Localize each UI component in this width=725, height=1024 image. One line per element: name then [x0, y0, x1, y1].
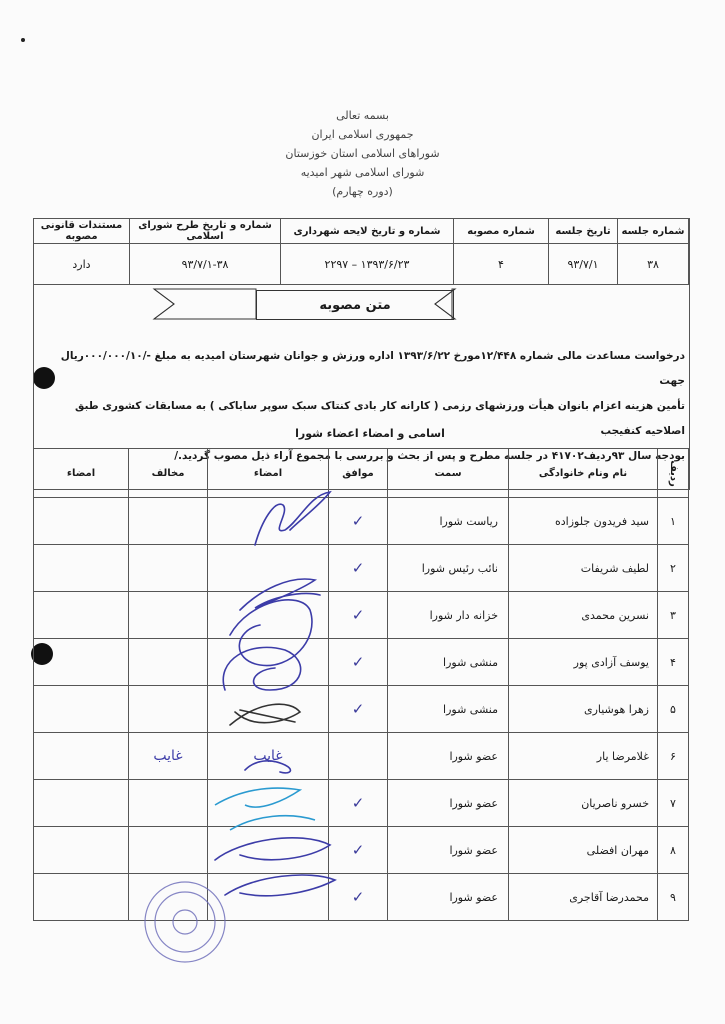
table-row [34, 686, 689, 733]
letter-header [200, 106, 525, 201]
agree-mark: ✓ [329, 545, 388, 592]
row-no: ۳ [658, 592, 689, 639]
resolution-title: متن مصوبه [256, 290, 454, 320]
member-name: مهران افضلی [509, 827, 658, 874]
member-role: عضو شورا [388, 874, 509, 921]
meta-header-session-date: تاریخ جلسه [549, 219, 618, 244]
margin-dot [21, 38, 25, 42]
signature-cell [208, 827, 329, 874]
col-header-agree: موافق [329, 449, 388, 498]
table-row [34, 545, 689, 592]
meta-session-date: ۹۳/۷/۱ [549, 244, 618, 285]
member-role: عضو شورا [388, 827, 509, 874]
against-cell [129, 686, 208, 733]
table-row [34, 780, 689, 827]
meta-header-bill: شماره و تاریخ لایحه شهرداری [281, 219, 454, 244]
absent-note-against: غایب [129, 733, 208, 780]
members-title: اسامی و امضاء اعضاء شورا [295, 427, 445, 440]
signature-cell-2 [34, 874, 129, 921]
against-cell [129, 874, 208, 921]
signature-cell-2 [34, 498, 129, 545]
resolution-line: درخواست مساعدت مالی شماره ۱۲/۴۴۸مورخ ۱۳۹۳/۶/۲۲ اداره ورزش و جوانان شهرستان امیدیه به مبلغ -/۰۰۰/۰۰۰/۱۰ریال جهت [60, 350, 685, 387]
against-cell [129, 592, 208, 639]
meta-header-session-no: شماره جلسه [618, 219, 689, 244]
meta-header-resolution-no: شماره مصوبه [454, 219, 549, 244]
col-header-role: سمت [388, 449, 509, 498]
row-no: ۶ [658, 733, 689, 780]
member-name: خسرو ناصریان [509, 780, 658, 827]
signature-cell-2 [34, 733, 129, 780]
signature-cell [208, 592, 329, 639]
signature-cell-2 [34, 827, 129, 874]
row-no: ۸ [658, 827, 689, 874]
signature-cell [208, 874, 329, 921]
meta-legal: دارد [34, 244, 130, 285]
meta-table [33, 218, 689, 285]
table-row [34, 498, 689, 545]
member-name: لطیف شریفات [509, 545, 658, 592]
resolution-line: تأمین هزینه اعزام بانوان هیأت ورزشهای رزمی ( کارانه کار بادی کنتاک سبک سوپر ساباکی ) به مسابقات کشوری طبق اصلاحیه کنفیجب [75, 400, 685, 437]
agree-mark [329, 733, 388, 780]
table-row [34, 592, 689, 639]
table-row [34, 827, 689, 874]
member-name: زهرا هوشیاری [509, 686, 658, 733]
signature-cell [208, 780, 329, 827]
header-city-council: شورای اسلامی شهر امیدیه [300, 166, 425, 179]
member-role: منشی شورا [388, 686, 509, 733]
header-term: (دوره چهارم) [332, 185, 393, 198]
member-name: نسرین محمدی [509, 592, 658, 639]
agree-mark: ✓ [329, 639, 388, 686]
meta-plan: ۹۳/۷/۱-۳۸ [130, 244, 281, 285]
col-header-name: نام ونام خانوادگی [509, 449, 658, 498]
signature-cell [208, 545, 329, 592]
against-cell [129, 827, 208, 874]
signature-cell [208, 639, 329, 686]
against-cell [129, 639, 208, 686]
signature-cell [208, 498, 329, 545]
meta-header-legal: مستندات قانونی مصوبه [34, 219, 130, 244]
member-name: یوسف آزادی پور [509, 639, 658, 686]
meta-resolution-no: ۴ [454, 244, 549, 285]
resolution-line: بودجه سال ۹۳ردیف۴۱۷۰۲ در جلسه مطرح و پس از بحث و بررسی با مجموع آراء ذیل مصوب گردید./ [174, 450, 685, 462]
against-cell [129, 545, 208, 592]
against-cell [129, 780, 208, 827]
member-role: عضو شورا [388, 733, 509, 780]
members-table [33, 448, 689, 921]
header-republic: جمهوری اسلامی ایران [311, 128, 414, 141]
agree-mark: ✓ [329, 780, 388, 827]
row-no: ۱ [658, 498, 689, 545]
signature-cell-2 [34, 780, 129, 827]
agree-mark: ✓ [329, 827, 388, 874]
member-name: سید فریدون جلوزاده [509, 498, 658, 545]
member-role: ریاست شورا [388, 498, 509, 545]
signature-cell-2 [34, 592, 129, 639]
signature-cell-2 [34, 545, 129, 592]
agree-mark: ✓ [329, 498, 388, 545]
against-cell [129, 498, 208, 545]
member-name: محمدرضا آقاجری [509, 874, 658, 921]
col-header-sign: امضاء [208, 449, 329, 498]
member-role: منشی شورا [388, 639, 509, 686]
header-bismillah: بسمه تعالی [336, 109, 389, 122]
table-row [34, 733, 689, 780]
signature-cell [208, 686, 329, 733]
member-role: خزانه دار شورا [388, 592, 509, 639]
agree-mark: ✓ [329, 686, 388, 733]
agree-mark: ✓ [329, 592, 388, 639]
header-province-councils: شوراهای اسلامی استان خوزستان [285, 147, 440, 160]
agree-mark: ✓ [329, 874, 388, 921]
row-no: ۴ [658, 639, 689, 686]
col-header-row-no [658, 449, 689, 498]
col-header-row-no-label: ردیف [667, 459, 679, 487]
meta-header-plan: شماره و تاریخ طرح شورای اسلامی [130, 219, 281, 244]
row-no: ۹ [658, 874, 689, 921]
table-row [34, 639, 689, 686]
member-name: غلامرضا یار [509, 733, 658, 780]
signature-cell-2 [34, 639, 129, 686]
meta-bill: ۱۳۹۳/۶/۲۳ – ۲۲۹۷ [281, 244, 454, 285]
col-header-against: مخالف [129, 449, 208, 498]
member-role: عضو شورا [388, 780, 509, 827]
table-row [34, 874, 689, 921]
row-no: ۵ [658, 686, 689, 733]
absent-note-sign: غایب [208, 733, 329, 780]
col-header-sign-2: امضاء [34, 449, 129, 498]
member-role: نائب رئیس شورا [388, 545, 509, 592]
row-no: ۲ [658, 545, 689, 592]
meta-session-no: ۳۸ [618, 244, 689, 285]
row-no: ۷ [658, 780, 689, 827]
signature-cell-2 [34, 686, 129, 733]
